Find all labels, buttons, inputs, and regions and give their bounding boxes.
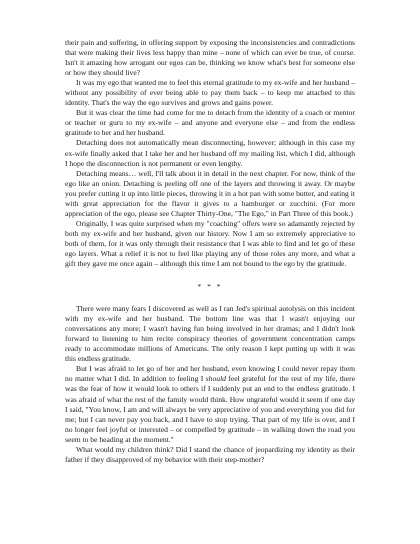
paragraph-9: What would my children think? Did I stand the chance of jeopardizing my identity as their father if they disapproved of my behavior with their step-mother? — [65, 444, 355, 464]
emphasis-should: should — [205, 374, 226, 384]
section-separator: * * * — [197, 282, 223, 292]
paragraph-4: Detaching does not automatically mean disconnecting, however; although in this case my ex-wife finally asked that I take her and her husband off my mailing list, which I did, although I hope the disconnection is not permanent or even lengthy. — [65, 138, 355, 168]
paragraph-7: There were many fears I discovered as well as I ran Jed's spiritual autolysis on this incident with my ex-wife and her husband. The bottom line was that I wasn't enjoying our conversations any more; I wasn't having fun being involved in her dramas; and I didn't look forward to listening to him recite conspiracy theories of government concentration camps ready to accommodate millions of Americans. The only reason I kept putting up with it was this endless gratitude. — [65, 304, 355, 364]
page-body-text — [65, 38, 355, 465]
paragraph-8 — [65, 364, 355, 444]
paragraph-3: But it was clear the time had come for me to detach from the identity of a coach or mentor or teacher or guru to my ex-wife – and anyone and everyone else – and from the endless gratitude to her and her husband. — [65, 108, 355, 138]
paragraph-1: their pain and suffering, in offering support by exposing the inconsistencies and contradictions that were making their lives less happy than mine – none of which can ever be true, of course. Isn't it amazing how arrogant our egos can be, thinking we know what's best for someone else or how they should live? — [65, 38, 355, 78]
paragraph-6: Originally, I was quite surprised when my "coaching" offers were so adamantly rejected by both my ex-wife and her husband, given our history. Now I am so extremely appreciative to both of them, for it was only through their resistance that I was able to find and let go of these ego layers. What a relief it is not to feel like playing any of those roles any more, and what a gift they gave me once again – although this time I am not bound to the ego by the gratitude. — [65, 218, 355, 269]
paragraph-2: It was my ego that wanted me to feel this eternal gratitude to my ex-wife and her husband – without any possibility of ever being able to pay them back – to keep me attached to this identity. That's the way the ego survives and grows and gains power. — [65, 78, 355, 108]
paragraph-8-before-emphasis: But I was afraid to let go of her and her husband, even knowing I could never repay them no matter what I did. In addition to feeling I — [65, 364, 355, 384]
paragraph-5: Detaching means… well, I'll talk about it in detail in the next chapter. For now, think of the ego like an onion. Detaching is peeling off one of the layers and throwing it away. Or maybe you prefer cutting it up into little pieces, throwing it in a hot pan with some butter, and eating it with great appreciation for the flavor it gives to a hamburger or zucchini. (For more appreciation of the ego, please see Chapter Thirty-One, "The Ego," in Part Three of this book.) — [65, 168, 355, 218]
paragraph-8-after-emphasis: feel grateful for the rest of my life, there was the fear of how it would look to others if I suddenly put an end to the endless gratitude. I was afraid of what the rest of the family would think. How ungrateful would it seem if one day I said, "You know, I am and will always be very appreciative of you and everything you did for me; but I can never pay you back, and I have to stop trying. That part of my life is over, and I no longer feel joyful or interested – or compelled by gratitude – in walking down the road you seem to be heading at the moment." — [65, 374, 355, 444]
